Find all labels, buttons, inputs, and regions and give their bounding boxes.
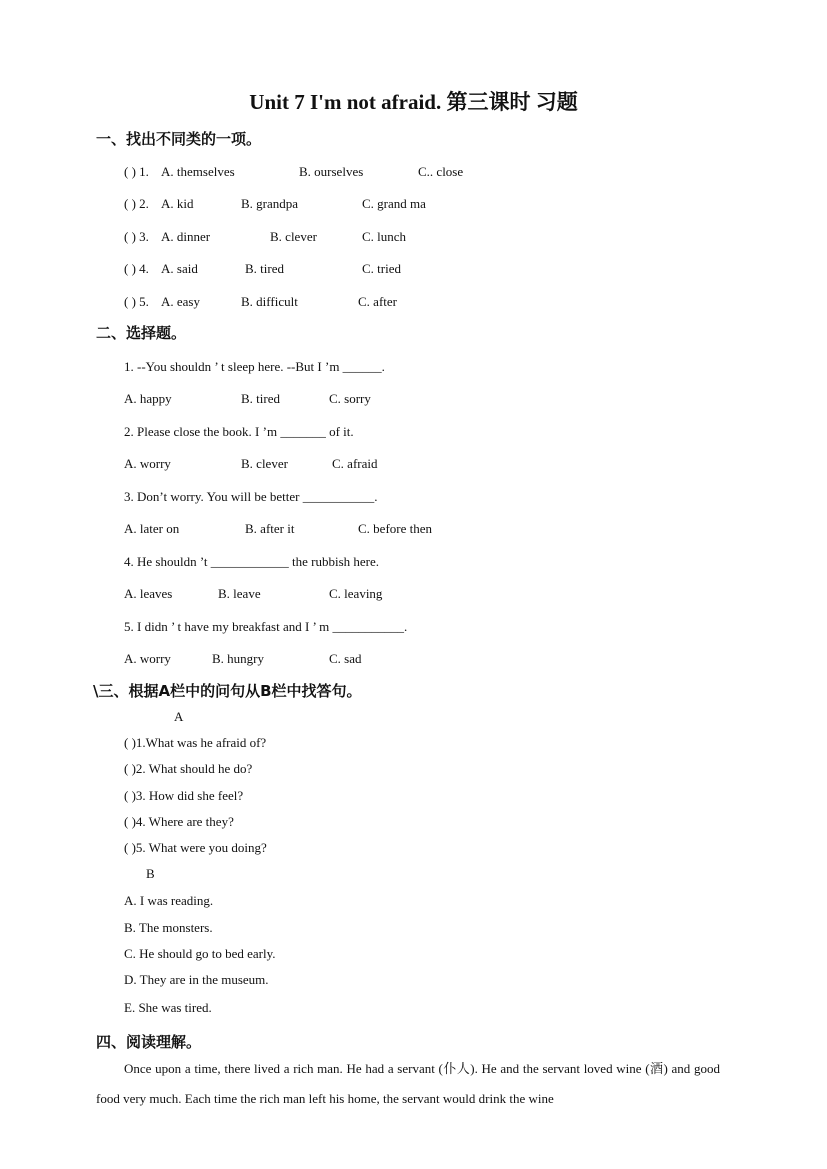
question-text: 5. I didn ’ t have my breakfast and I ’ m ___________. [124, 619, 408, 634]
question-number: ( ) 4. [124, 261, 149, 276]
option-c: C. sad [329, 651, 362, 666]
option-a: A. later on [124, 521, 180, 536]
option-b: B. tired [245, 261, 284, 276]
section4-heading: 四、阅读理解。 [96, 1033, 202, 1051]
option-c: C. leaving [329, 586, 383, 601]
option-a: A. happy [124, 391, 172, 406]
page-title: Unit 7 I'm not afraid. 第三课时 习题 [249, 90, 578, 114]
list-item: ( )2. What should he do? [124, 761, 253, 776]
option-b: B. hungry [212, 651, 264, 666]
list-item: E. She was tired. [124, 1000, 212, 1015]
option-c: C. after [358, 294, 397, 309]
section3-heading: \三、根据A栏中的问句从B栏中找答句。 [93, 682, 362, 700]
question-number: ( ) 5. [124, 294, 149, 309]
list-item: A. I was reading. [124, 893, 214, 908]
option-b: B. clever [270, 229, 317, 244]
question-text: 2. Please close the book. I ’m _______ of it. [124, 424, 354, 439]
question-text: 1. --You shouldn ’ t sleep here. --But I ’m ______. [124, 359, 385, 374]
option-c: C. before then [358, 521, 433, 536]
question-number: ( ) 3. [124, 229, 149, 244]
question-number: ( ) 2. [124, 196, 149, 211]
list-item: ( )1.What was he afraid of? [124, 735, 267, 750]
option-a: A. worry [124, 651, 171, 666]
option-b: B. ourselves [299, 164, 364, 179]
option-c: C. sorry [329, 391, 371, 406]
column-a-label: A [174, 709, 184, 724]
list-item: ( )5. What were you doing? [124, 840, 267, 855]
option-b: B. after it [245, 521, 295, 536]
list-item: C. He should go to bed early. [124, 946, 276, 961]
reading-passage: Once upon a time, there lived a rich man. He had a servant (仆人). He and the servant loved wine (酒) and good food very much. Each time the rich man left his home, the servant would drink the wine [96, 1061, 720, 1106]
question-text: 4. He shouldn ’t ____________ the rubbish here. [124, 554, 380, 569]
list-item: ( )4. Where are they? [124, 814, 234, 829]
option-c: C. tried [362, 261, 401, 276]
option-a: A. said [161, 261, 198, 276]
question-text: 3. Don’t worry. You will be better ___________. [124, 489, 378, 504]
option-a: A. kid [161, 196, 194, 211]
option-c: C. grand ma [362, 196, 426, 211]
option-a: A. leaves [124, 586, 173, 601]
option-a: A. easy [161, 294, 200, 309]
option-c: C. lunch [362, 229, 407, 244]
option-b: B. tired [241, 391, 280, 406]
option-b: B. grandpa [241, 196, 299, 211]
option-c: C.. close [418, 164, 464, 179]
question-number: ( ) 1. [124, 164, 149, 179]
option-b: B. leave [218, 586, 261, 601]
option-a: A. dinner [161, 229, 211, 244]
option-b: B. clever [241, 456, 288, 471]
option-b: B. difficult [241, 294, 298, 309]
column-b-label: B [146, 866, 155, 881]
option-a: A. worry [124, 456, 171, 471]
option-c: C. afraid [332, 456, 378, 471]
section1-heading: 一、找出不同类的一项。 [96, 130, 262, 148]
section2-heading: 二、选择题。 [96, 324, 187, 342]
option-a: A. themselves [161, 164, 235, 179]
list-item: ( )3. How did she feel? [124, 788, 244, 803]
list-item: B. The monsters. [124, 920, 213, 935]
list-item: D. They are in the museum. [124, 972, 269, 987]
